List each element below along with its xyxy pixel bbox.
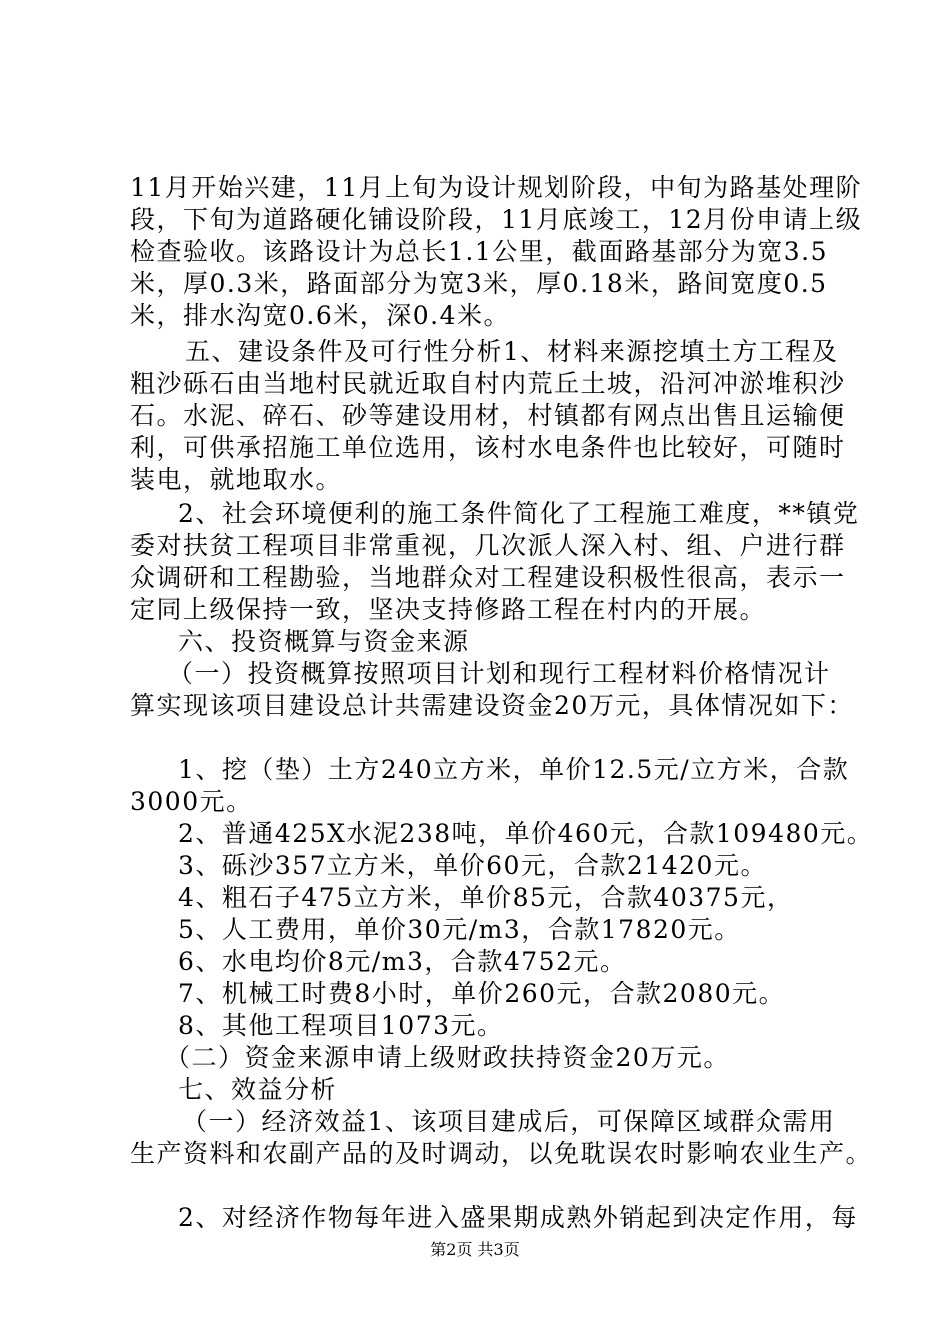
subsection-heading: （一）经济效益1、该项目建成后，可保障区域群众需用 [182, 1107, 836, 1136]
text-line: 米，厚0.3米，路面部分为宽3米，厚0.18米，路间宽度0.5 [130, 269, 828, 298]
section-heading-7: 七、效益分析 [178, 1075, 338, 1104]
text-line: 委对扶贫工程项目非常重视，几次派人深入村、组、户进行群 [130, 531, 846, 560]
text-line: 石。水泥、碎石、砂等建设用材，村镇都有网点出售且运输便 [130, 401, 846, 430]
text-line: 11月开始兴建，11月上旬为设计规划阶段，中旬为路基处理阶 [130, 173, 863, 202]
text-line: 段，下旬为道路硬化铺设阶段，11月底竣工，12月份申请上级 [130, 205, 863, 234]
text-line: 定同上级保持一致，坚决支持修路工程在村内的开展。 [130, 595, 767, 624]
list-item: 1、挖（垫）土方240立方米，单价12.5元/立方米，合款 [178, 755, 850, 784]
subsection-heading: （一）投资概算按照项目计划和现行工程材料价格情况计 [168, 659, 831, 688]
text-line: 检查验收。该路设计为总长1.1公里，截面路基部分为宽3.5 [130, 237, 829, 266]
list-item: 8、其他工程项目1073元。 [178, 1011, 504, 1040]
list-item: 6、水电均价8元/m3，合款4752元。 [178, 947, 627, 976]
text-line: 粗沙砾石由当地村民就近取自村内荒丘土坡，沿河冲淤堆积沙 [130, 369, 846, 398]
subsection-heading: （二）资金来源申请上级财政扶持资金20万元。 [165, 1043, 730, 1072]
text-line: 众调研和工程勘验，当地群众对工程建设积极性很高，表示一 [130, 563, 846, 592]
text-line: 米，排水沟宽0.6米，深0.4米。 [130, 301, 511, 330]
paragraph-start: 2、对经济作物每年进入盛果期成熟外销起到决定作用，每 [178, 1203, 858, 1232]
section-heading-5: 五、建设条件及可行性分析1、材料来源挖填土方工程及 [185, 337, 839, 366]
text-line: 算实现该项目建设总计共需建设资金20万元，具体情况如下： [130, 691, 854, 720]
list-item: 4、粗石子475立方米，单价85元，合款40375元， [178, 883, 794, 912]
list-item: 7、机械工时费8小时，单价260元，合款2080元。 [178, 979, 786, 1008]
section-heading-6: 六、投资概算与资金来源 [178, 627, 470, 656]
paragraph-start: 2、社会环境便利的施工条件简化了工程施工难度，**镇党 [178, 499, 860, 528]
list-item: 3、砾沙357立方米，单价60元，合款21420元。 [178, 851, 767, 880]
text-line: 利，可供承招施工单位选用，该村水电条件也比较好，可随时 [130, 433, 846, 462]
list-item: 5、人工费用，单价30元/m3，合款17820元。 [178, 915, 741, 944]
text-line: 装电，就地取水。 [130, 465, 343, 494]
text-line: 生产资料和农副产品的及时调动，以免耽误农时影响农业生产。 [130, 1139, 873, 1168]
page-footer: 第2页 共3页 [430, 1240, 520, 1259]
text-line: 3000元。 [130, 787, 253, 816]
list-item: 2、普通425X水泥238吨，单价460元，合款109480元。 [178, 819, 874, 848]
